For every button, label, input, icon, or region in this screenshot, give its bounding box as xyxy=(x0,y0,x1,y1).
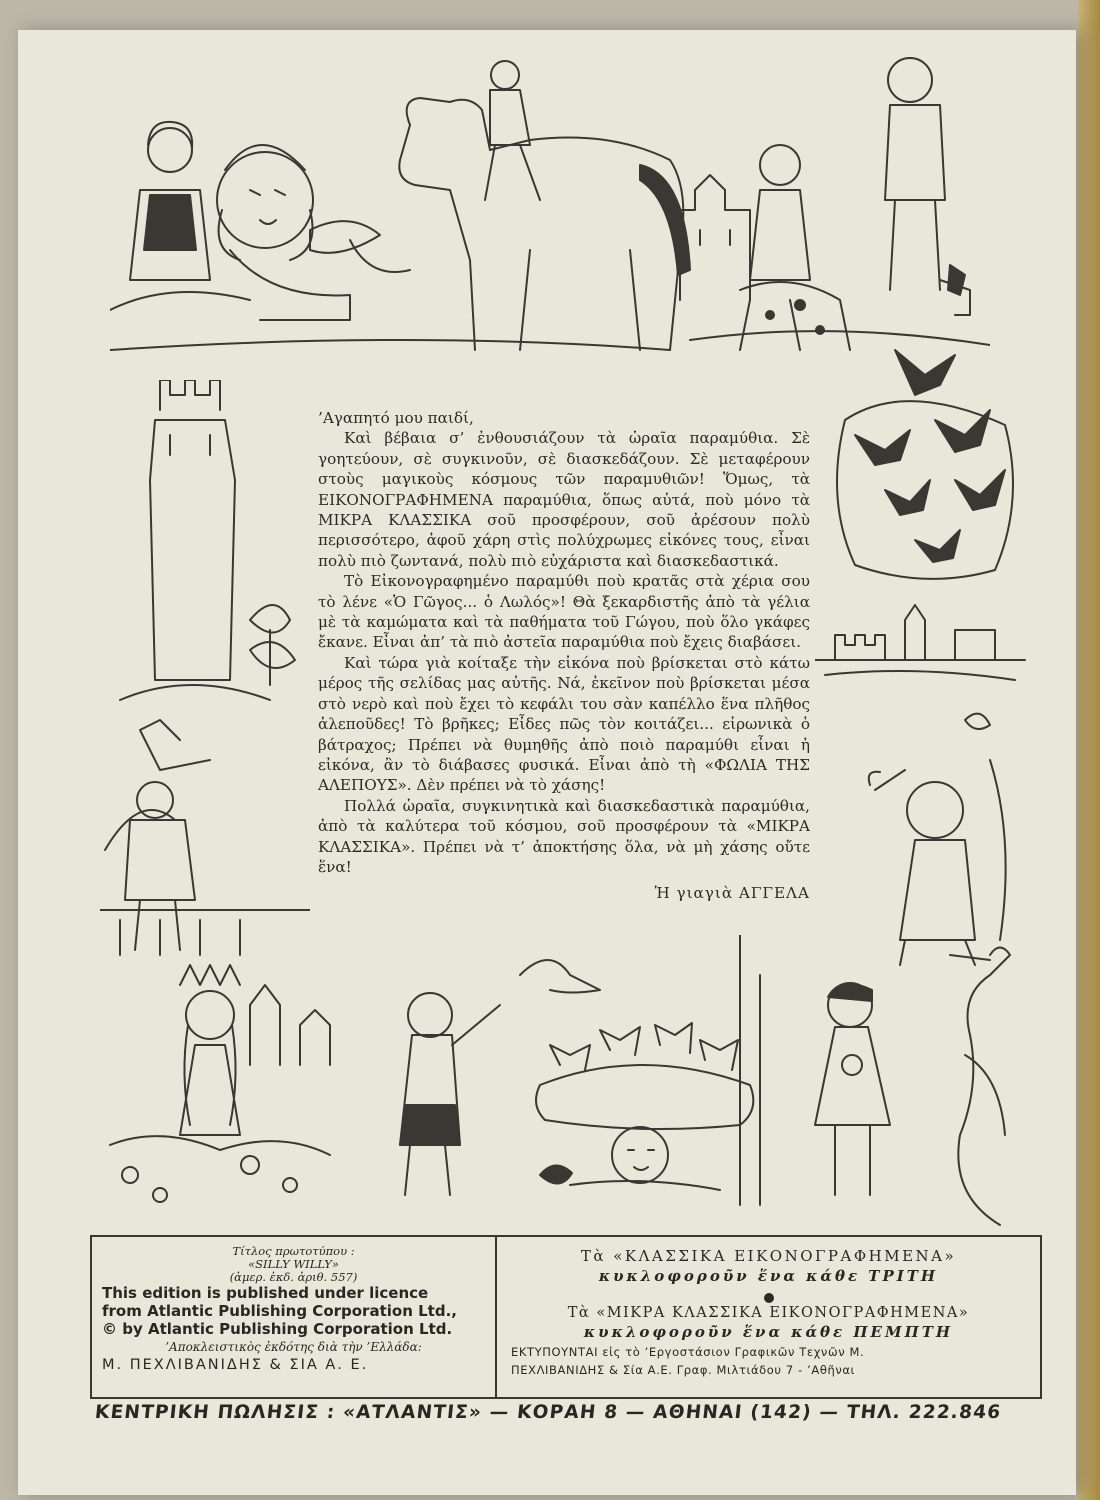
original-title: «SILLY WILLY» xyxy=(248,1257,339,1271)
woman-dog-young-man-drawing xyxy=(740,58,970,350)
letter-paragraph: Καὶ τώρα γιὰ κοίταξε τὴν εἰκόνα ποὺ βρίσκεται στὸ κάτω μέρος τῆς σελίδας μας αὐτῆς. Νά, ἐκεῖνον ποὺ βρίσκεται μέσα στὸ νερὸ καὶ ποὺ ἔχει τὸ κεφάλι του σὰν καπέλλο ἕνα πλῆθος ἀλεποῦδες! Τὸ βρῆκες; Εἶδες πῶς τὸν κοιτάζει... εἰρωνικὰ ὁ βάτραχος; Πρέπει νὰ θυμηθῆς ἀπὸ ποιὸ παραμύθι εἶναι ἡ εἰκόνα, ἂν τὸ διάβασες φυσικά. Εἶναι ἀπὸ τὴ «ΦΩΛΙΑ ΤΗΣ ΑΛΕΠΟΥΣ». Δὲν πρέπει νὰ τὸ χάσης! xyxy=(318,653,810,795)
small-classics-schedule: κυκλοφοροῦν ἕνα κάθε ΠΕΜΠΤΗ xyxy=(583,1323,954,1341)
small-classics-title: Τὰ «ΜΙΚΡΑ ΚΛΑΣΣΙΚΑ ΕΙΚΟΝΟΓΡΑΦΗΜΕΝΑ» xyxy=(567,1305,970,1321)
castle-drawing xyxy=(680,175,750,300)
copyright-line: © by Atlantic Publishing Corporation Ltd. xyxy=(102,1320,453,1338)
letter-paragraph: Καὶ βέβαια σ’ ἐνθουσιάζουν τὰ ὡραῖα παραμύθια. Σὲ γοητεύουν, σὲ συγκινοῦν, σὲ διασκεδάζουν. Σὲ μεταφέρουν στοὺς μαγικοὺς κόσμους τῶν παραμυθιῶν! Ὅμως, τὰ ΕΙΚΟΝΟΓΡΑΦΗΜΕΝΑ παραμύθια, ὅπως αὐτά, ποὺ μόνο τὰ ΜΙΚΡΑ ΚΛΑΣΣΙΚΑ σοῦ προσφέρουν, σοῦ ἀρέσουν πολὺ περισσότερο, ἀφοῦ χάρη στὶς πολύχρωμες εἰκόνες τους, εἶναι πολὺ πιὸ ζωντανά, πολὺ πιὸ εὐχάριστα καὶ διασκεδαστικά. xyxy=(318,429,810,570)
edition-credits xyxy=(92,1237,497,1397)
letter-paragraph: Τὸ Εἰκονογραφημένο παραμύθι ποὺ κρατᾶς στὰ χέρια σου τὸ λένε «Ὁ Γῶγος... ὁ Λωλός»! Θὰ ξεκαρδιστῆς ἀπὸ τὰ γέλια μὲ τὰ καμώματα καὶ τὰ παθήματα τοῦ Γώγου, ποὺ ὅλο γκάφες ἔκανε. Εἶναι ἀπ’ τὰ πιὸ ἀστεῖα παραμύθια ποὺ ἔχεις διαβάσει. xyxy=(318,572,810,652)
licence-line: This edition is published under licence xyxy=(102,1284,429,1302)
heron-drawing xyxy=(950,948,1010,1226)
tower-drawing xyxy=(120,380,290,700)
book-spine-edge xyxy=(1078,0,1100,1500)
trumpeter-drawing xyxy=(100,642,310,955)
horse-and-rider-drawing xyxy=(310,61,690,350)
classics-title: Τὰ «ΚΛΑΣΣΙΚΑ ΕΙΚΟΝΟΓΡΑΦΗΜΕΝΑ» xyxy=(580,1247,957,1265)
original-title-label: Τίτλος πρωτοτύπου : xyxy=(232,1244,355,1258)
issue-number: (ἀμερ. ἐκδ. ἀριθ. 557) xyxy=(229,1270,358,1284)
girl-with-doll-drawing xyxy=(815,983,890,1195)
left-illustration xyxy=(100,380,310,960)
bullet-dot xyxy=(764,1293,774,1303)
publication-info-box xyxy=(90,1235,1042,1399)
old-woman-drawing xyxy=(400,960,600,1195)
licence-line: from Atlantic Publishing Corporation Ltd., xyxy=(102,1302,457,1320)
top-illustration xyxy=(110,50,990,380)
central-sales-footer: ΚΕΝΤΡΙΚΗ ΠΩΛΗΣΙΣ : «ΑΤΛΑΝΤΙΣ» — ΚΟΡΑΗ 8 — ΑΘΗΝΑΙ (142) — ΤΗΛ. 222.846 xyxy=(93,1402,1003,1423)
right-illustration xyxy=(815,340,1030,970)
flying-birds-drawing xyxy=(837,350,1013,579)
circulation-info xyxy=(497,1237,1040,1397)
printer-line: ΠΕΧΛΙΒΑΝΙΔΗΣ & Σία Α.Ε. Γραφ. Μιλτιάδου 7 - ’Αθῆναι xyxy=(511,1363,856,1377)
walled-town-drawing xyxy=(815,605,1025,680)
printer-line: ΕΚΤΥΠΟΥΝΤΑΙ εἰς τὸ ’Εργοστάσιον Γραφικῶν Τεχνῶν Μ. xyxy=(511,1345,865,1359)
girl-with-lion-drawing xyxy=(110,122,350,320)
letter-paragraph: Πολλά ὡραῖα, συγκινητικὰ καὶ διασκεδαστικὰ παραμύθια, ἀπὸ τὰ καλύτερα τοῦ κόσμου, σοῦ προσφέρουν τὰ «ΜΙΚΡΑ ΚΛΑΣΣΙΚΑ». Πρέπει νὰ τ’ ἀποκτήσης ὅλα, νὰ μὴ χάσης οὔτε ἕνα! xyxy=(318,796,810,876)
classics-schedule: κυκλοφοροῦν ἕνα κάθε ΤΡΙΤΗ xyxy=(598,1267,939,1285)
letter-text xyxy=(318,408,810,904)
letter-signature: Ἡ γιαγιὰ ΑΓΓΕΛΑ xyxy=(654,884,810,903)
princess-castle-drawing xyxy=(110,965,330,1202)
letter-greeting: ’Αγαπητό μου παιδί, xyxy=(318,409,474,427)
bottom-illustration xyxy=(100,935,1030,1235)
publisher-name: Μ. ΠΕΧΛΙΒΑΝΙΔΗΣ & ΣΙΑ Α. Ε. xyxy=(102,1357,369,1373)
exclusive-publisher-label: ’Αποκλειστικὸς ἐκδότης διὰ τὴν ’Ελλάδα: xyxy=(165,1340,422,1354)
old-man-trumpet-drawing xyxy=(869,714,1006,965)
